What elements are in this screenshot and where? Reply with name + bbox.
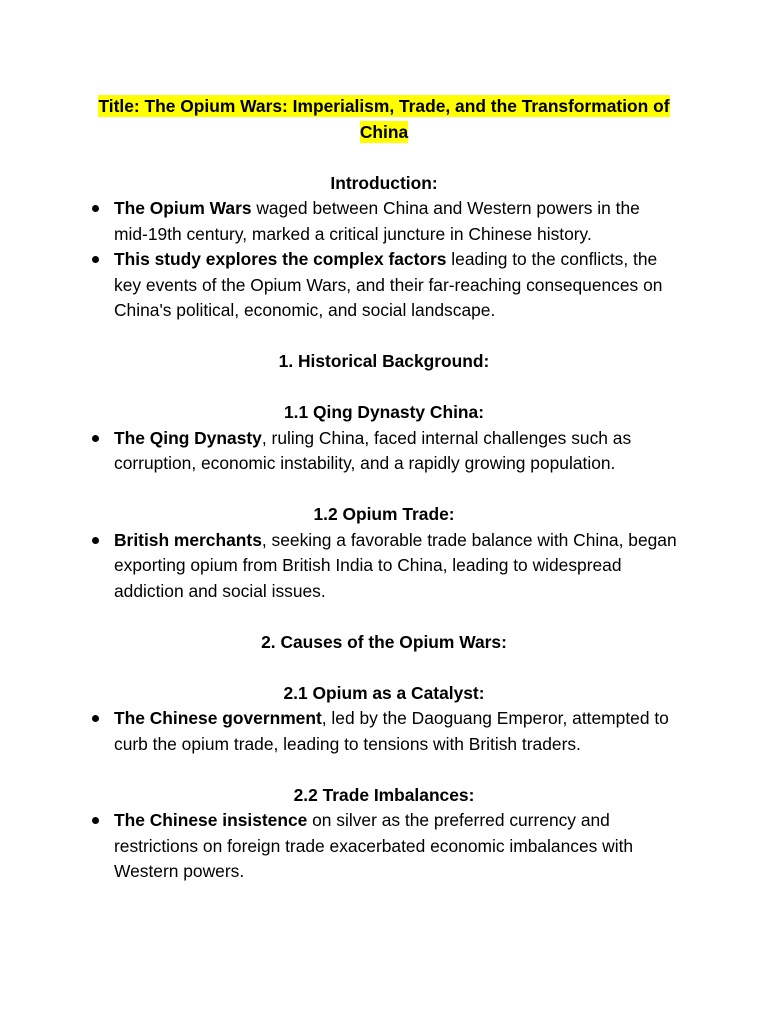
bullet-bold-text: The Chinese insistence xyxy=(114,810,308,830)
heading-qing-dynasty: 1.1 Qing Dynasty China: xyxy=(283,402,485,422)
heading-historical-background: 1. Historical Background: xyxy=(278,351,490,371)
bullet-icon xyxy=(92,537,99,544)
bullet-bold-text: The Qing Dynasty xyxy=(114,427,262,448)
bullet-bold-text: The Opium Wars xyxy=(114,198,252,218)
catalyst-bullet-list xyxy=(90,706,678,757)
heading-trade-imbalances: 2.2 Trade Imbalances: xyxy=(293,784,475,805)
qing-bullet-list xyxy=(90,426,678,477)
bullet-text: , seeking a favorable trade balance with China, began exporting opium from British India to China, leading to widespread addiction and social issues. xyxy=(114,529,677,601)
intro-bullet-list xyxy=(90,196,678,324)
bullet-text: , ruling China, faced internal challenges such as corruption, economic instability, and a rapidly growing population. xyxy=(114,427,632,473)
bullet-text: leading to the conflicts, the key events of the Opium Wars, and their far-reaching consequences on China's political, economic, and social landscape. xyxy=(114,249,663,320)
list-item xyxy=(90,196,678,247)
list-item xyxy=(90,426,678,477)
bullet-text: on silver as the preferred currency and restrictions on foreign trade exacerbated economic imbalances with Western powers. xyxy=(114,810,634,881)
heading-causes: 2. Causes of the Opium Wars: xyxy=(261,631,507,652)
list-item xyxy=(90,528,678,605)
bullet-icon xyxy=(92,817,99,824)
list-item xyxy=(90,706,678,757)
bullet-icon xyxy=(92,715,99,722)
bullet-text: , led by the Daoguang Emperor, attempted to curb the opium trade, leading to tensions with British traders. xyxy=(114,708,669,754)
heading-opium-catalyst: 2.1 Opium as a Catalyst: xyxy=(283,682,485,703)
bullet-text: waged between China and Western powers in the mid-19th century, marked a critical juncture in Chinese history. xyxy=(114,198,640,244)
heading-opium-trade: 1.2 Opium Trade: xyxy=(313,504,455,524)
opium-trade-bullet-list xyxy=(90,528,678,605)
heading-introduction: Introduction: xyxy=(330,172,438,193)
bullet-bold-text: The Chinese government xyxy=(114,708,322,728)
title-line-1: Title: The Opium Wars: Imperialism, Trade, and the Transformation of xyxy=(98,96,670,116)
bullet-icon xyxy=(92,435,99,442)
list-item xyxy=(90,247,678,324)
document-title xyxy=(90,94,678,145)
imbalances-bullet-list xyxy=(90,808,678,885)
bullet-bold-text: British merchants xyxy=(114,529,262,550)
title-line-2: China xyxy=(359,121,409,142)
list-item xyxy=(90,808,678,885)
bullet-bold-text: This study explores the complex factors xyxy=(114,249,447,269)
bullet-icon xyxy=(92,205,99,212)
bullet-icon xyxy=(92,256,99,263)
